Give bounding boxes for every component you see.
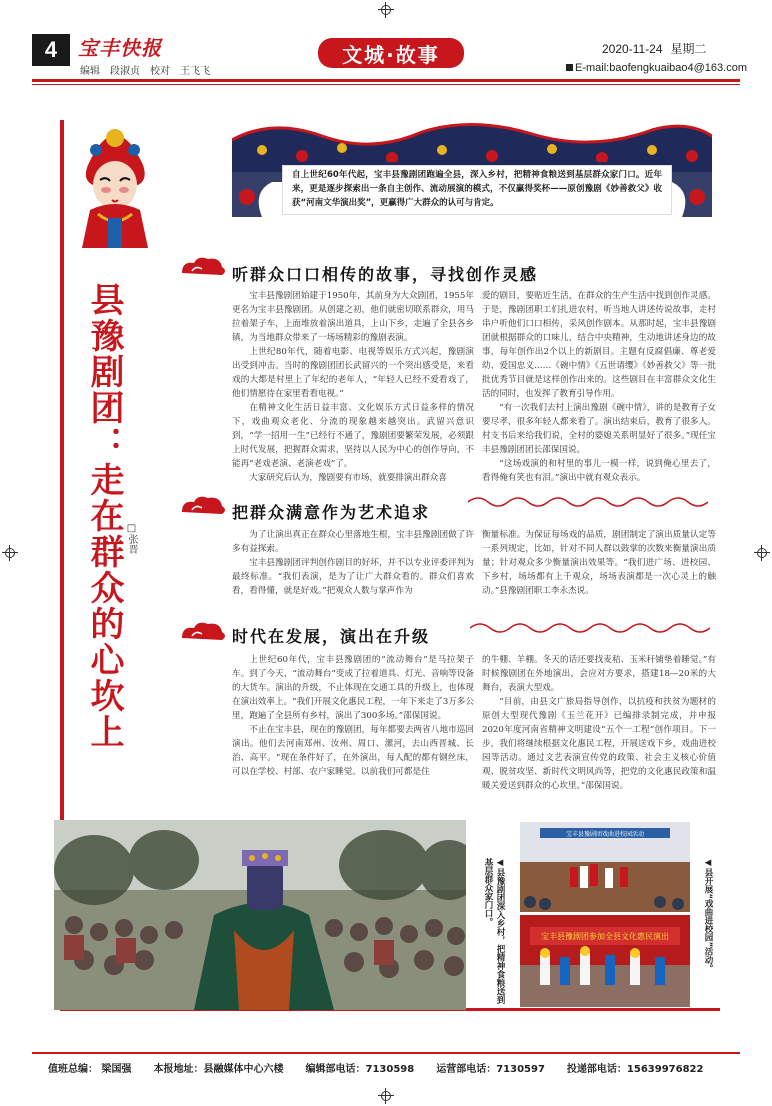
cloud-ornament-2: [178, 494, 228, 518]
footer-business-phone: [436, 1060, 545, 1075]
stage-backdrop-text: 宝丰县豫剧团戏曲进校园活动: [565, 831, 645, 838]
footer-info: [48, 1060, 748, 1075]
paragraph: “这场戏演的和村里的事儿一模一样，说到俺心里去了，看得俺有笑也有泪。”演出中就有观众表示。: [482, 459, 716, 483]
section-title: 文城·故事: [318, 38, 464, 68]
footer-editorial-value: 7130598: [365, 1064, 415, 1075]
weekday-value: 星期二: [670, 42, 707, 56]
section-2-left-column: [232, 528, 474, 598]
footer-editorial-phone: [305, 1060, 414, 1075]
photo-village-performance: [520, 915, 690, 1007]
section-banner: [318, 32, 464, 72]
email-icon: [566, 64, 573, 71]
issue-date: [594, 40, 707, 57]
footer-chief-label: 值班总编：: [48, 1064, 98, 1075]
photo-caption-left: ◀县豫剧团深入乡村，把精神食粮送到基层群众家门口。: [483, 858, 505, 1004]
registration-mark-top: [378, 2, 394, 18]
paragraph: 为了让演出真正在群众心里落地生根，宝丰县豫剧团做了许多有益探索。: [232, 530, 474, 554]
footer-chief-name: 梁国强: [101, 1064, 132, 1075]
footer-delivery-phone: [567, 1060, 704, 1075]
paragraph: 爱的剧目，要贴近生活，在群众的生产生活中找到创作灵感。于是，豫剧团职工们扎进农村，听当地人讲述传说故事，走村串户听他们口口相传，采风创作剧本。从那时起，宝丰县豫剧团就根据群众的口味儿，结合中央精神，生动地讲述身边的故事，每年创作出2个以上的新剧目。主题有反腐倡廉、尊老爱幼、爱国忠义……《碗中情》《五世请缨》《妙善救父》等一批批优秀节目就是这样创作出来的。这些剧目在丰富群众文化生活的同时，也发挥了教育引导作用。: [482, 291, 716, 399]
footer-address-value: 县融媒体中心六楼: [203, 1064, 284, 1075]
editor-credits: [80, 62, 220, 77]
opera-character-illustration: [68, 110, 163, 250]
paragraph: 宝丰县豫剧团评判创作剧目的好坏，并不以专业评委评判为最终标准。“我们表演，是为了让广大群众看的。群众们喜欢看，看得懂，就是好戏。”把观众人数与掌声作为: [232, 558, 474, 596]
email-address: E-mail:baofengkuaibao4@163.com: [575, 62, 747, 74]
section-heading-2: 把群众满意作为艺术追求: [232, 503, 431, 522]
page-number: 4: [32, 34, 70, 66]
paragraph: “有一次我们去村上演出豫剧《碗中情》，讲的是教育子女要尽孝，很多年轻人都来看了。演出结束后，教育了很多人。村支书后来给我们说，全村的婆媳关系明显好了很多。”现任宝丰县豫剧团团长邵保国说。: [482, 403, 716, 455]
newspaper-logo: 宝丰快报: [78, 36, 162, 60]
paragraph: 大家研究后认为，豫剧要有市场，就要排演出群众喜: [249, 473, 447, 483]
article-author: □张晋: [126, 523, 137, 554]
section-3-right-column: [482, 653, 716, 793]
cloud-ornament-3: [178, 620, 228, 644]
section-1-left-column: [232, 289, 474, 485]
footer-address: [153, 1060, 283, 1075]
section-1-right-column: [482, 289, 716, 485]
photo-opera-performance: [54, 820, 466, 1010]
paragraph: 的牛棚、羊棚。冬天的话还要找麦秸、玉米秆铺垫着睡觉。”有时候豫剧团在外地演出，会应对方要求，搭建18—20米的大舞台，表演大型戏。: [482, 655, 716, 693]
email-line: [566, 62, 747, 74]
paragraph: 衡量标准。为保证每场戏的品质，剧团制定了演出质量认定等一系列规定，比如，针对不同人群以鼓掌的次数来衡量演出质量；针对观众多少衡量演出效果等。“我们进广场、进校园、下乡村，场场都有上千观众，场场表演都是一次心灵上的触动。”县豫剧团职工李永杰说。: [482, 530, 716, 596]
cloud-ornament-1: [178, 255, 228, 279]
proofreader-name: 王飞飞: [180, 66, 210, 77]
footer-delivery-value: 15639976822: [626, 1064, 704, 1075]
photo-caption-right: ◀县开展“戏曲进校园”活动。: [703, 858, 713, 973]
paragraph: 上世纪60年代，宝丰县豫剧团的“流动舞台”是马拉架子车。到了今天，“流动舞台”变成了拉着道具、灯光、音响等设备的大货车。演出的升级，不止体现在交通工具的升级上，也体现在演出效率上。“我们开展文化惠民工程，一年下来走了3万多公里，跑遍了全县所有乡村，演出了300多场。”邵保国说。: [232, 655, 474, 721]
section-3-left-column: [232, 653, 474, 779]
paragraph: 宝丰县豫剧团始建于1950年，其前身为大众剧团，1955年更名为宝丰县豫剧团。从创建之初，他们就密切联系群众，用马拉着架子车，上面堆放着演出道具，上山下乡，走遍了全县各乡镇，为当地群众带来了一场场精彩的豫剧表演。: [232, 291, 474, 343]
registration-mark-bottom: [378, 1088, 394, 1104]
footer-delivery-label: 投递部电话：: [566, 1064, 627, 1075]
header-rule-thin: [32, 84, 740, 85]
footer-editorial-label: 编辑部电话：: [305, 1064, 366, 1075]
paragraph: 不止在宝丰县，现在的豫剧团，每年都要去两省八地市巡回演出。他们去河南郑州、汝州、周口、漯河，去山西晋城、长治、高平。“现在条件好了，在外演出，每人配的都有钢丝床，可以在学校、村部、农户家睡觉。以前我们可都是住: [232, 725, 474, 777]
proof-label: 校对: [150, 66, 170, 77]
footer-business-value: 7130597: [496, 1064, 545, 1075]
wave-ornament-2: [468, 494, 708, 508]
section-2-right-column: [482, 528, 716, 598]
header-rule: [32, 79, 740, 82]
banner-text: 宝丰县豫剧团参加全县文化惠民演出: [541, 932, 669, 941]
section-heading-1: 听群众口口相传的故事，寻找创作灵感: [232, 265, 539, 284]
article-title: 县豫剧团：走在群众的心坎上: [84, 282, 124, 750]
photo-school-stage: [520, 822, 690, 912]
footer-chief-editor: [48, 1060, 131, 1075]
paragraph: “目前，由县文广旅局指导创作，以抗疫和扶贫为题材的原创大型现代豫剧《玉兰花开》已编排录制完成，并申报2020年度河南省精神文明建设“五个一工程”创作项目。下一步，我们将继续根据文化惠民工程，开展送戏下乡，戏曲进校园等活动。通过文艺表演宣传党的政策、社会主义核心价值观、脱贫攻坚、新时代文明风尚等，把党的文化惠民政策和温暖关爱送到群众的心坎里。”邵保国说。: [482, 697, 716, 791]
editor-label: 编辑: [80, 66, 100, 77]
editor-name: 段淑贞: [110, 66, 140, 77]
paragraph: 在精神文化生活日益丰富、文化娱乐方式日益多样的情况下，戏曲观众老化、分流的现象越来越突出。武留兴意识到，“学一招用一生”已经行不通了，豫剧团要繁荣发展，必须跟上时代发展，把握群众需求，坚持以人民为中心的创作导向，不能再“老戏老演、老演老戏”了。: [232, 403, 474, 469]
registration-mark-right: [754, 545, 770, 561]
wave-ornament-3: [470, 620, 710, 634]
date-value: 2020-11-24: [602, 42, 663, 56]
registration-mark-left: [2, 545, 18, 561]
intro-paragraph: 自上世纪60年代起，宝丰县豫剧团跑遍全县，深入乡村，把精神食粮送到基层群众家门口。近年来，更是逐步探索出一条自主创作、流动展演的模式，不仅赢得奖杯——原创豫剧《妙善救父》收获“河南文华演出奖”，更赢得广大群众的认可与肯定。: [292, 170, 662, 208]
paragraph: 上世纪80年代，随着电影、电视等娱乐方式兴起，豫剧演出受到冲击。当时的豫剧团团长武留兴的一个突出感受是，来看戏的大都是村里上了年纪的老年人，“年轻人已经不爱看戏了，他们情愿待在家里看看电视。”: [232, 347, 474, 399]
footer-rule: [32, 1052, 740, 1054]
footer-business-label: 运营部电话：: [436, 1064, 497, 1075]
section-heading-3: 时代在发展，演出在升级: [232, 627, 431, 646]
footer-address-label: 本报地址：: [153, 1064, 204, 1075]
